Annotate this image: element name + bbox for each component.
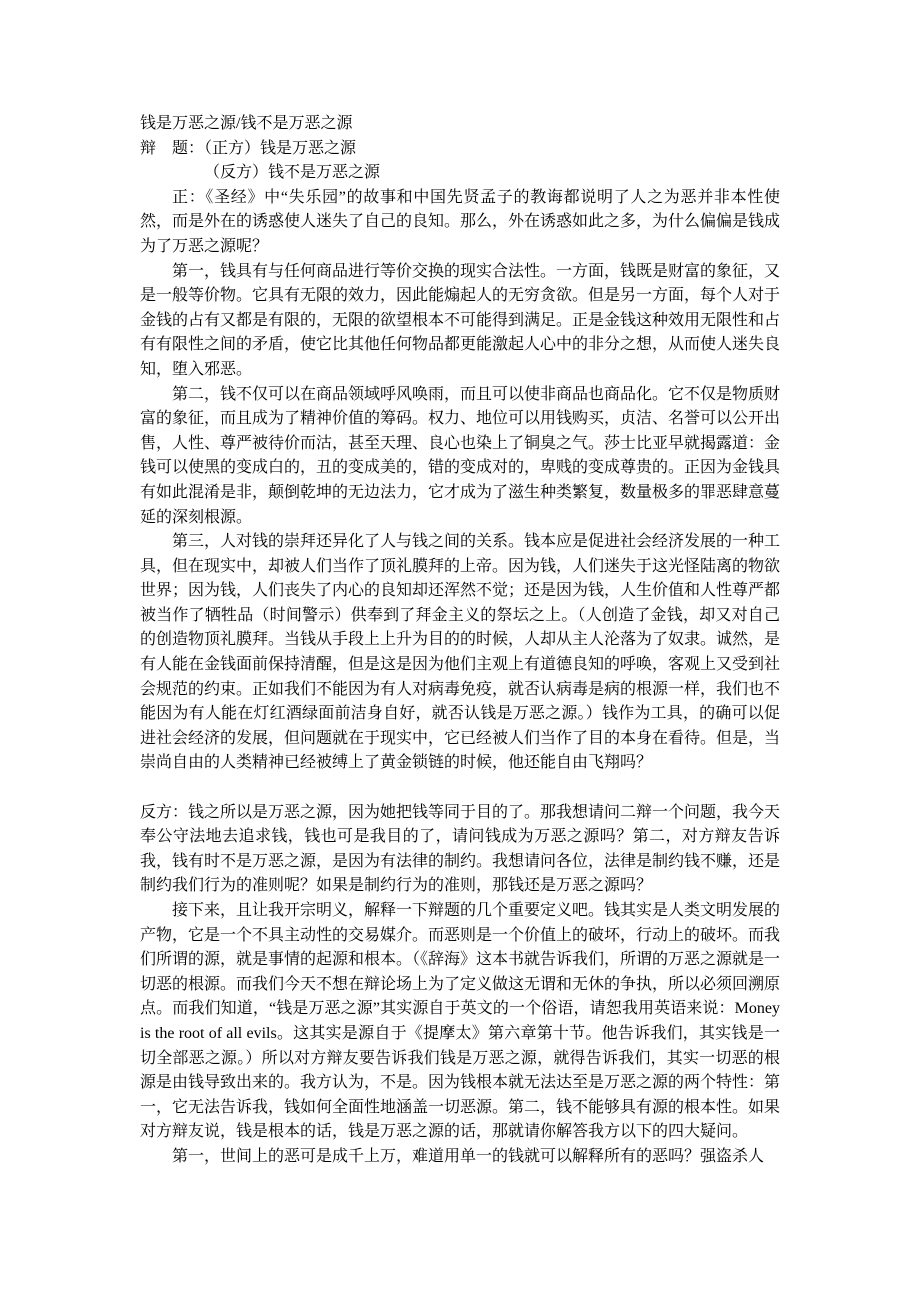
paragraph: 正：《圣经》中“失乐园”的故事和中国先贤孟子的教诲都说明了人之为恶并非本性使然，而是外在的诱惑使人迷失了自己的良知。那么，外在诱惑如此之多，为什么偏偏是钱成为了万恶之源呢？	[140, 188, 781, 255]
paragraph: 第二，钱不仅可以在商品领域呼风唤雨，而且可以使非商品也商品化。它不仅是物质财富的象征，而且成为了精神价值的筹码。权力、地位可以用钱购买，贞洁、名誉可以公开出售，人性、尊严被待价而沽，甚至天理、良心也染上了铜臭之气。莎士比亚早就揭露道：金钱可以使黑的变成白的，丑的变成美的，错的变成对的，卑贱的变成尊贵的。正因为金钱具有如此混淆是非，颠倒乾坤的无边法力，它才成为了滋生种类繁复，数量极多的罪恶肆意蔓延的深刻根源。	[140, 385, 781, 526]
paragraph: 反方：钱之所以是万恶之源，因为她把钱等同于目的了。那我想请问二辩一个问题，我今天奉公守法地去追求钱，钱也可是我目的了，请问钱成为万恶之源吗？第二，对方辩友告诉我，钱有时不是万恶之源，是因为有法律的制约。我想请问各位，法律是制约钱不赚，还是制约我们行为的准则呢？如果是制约行为的准则，那钱还是万恶之源吗？	[140, 803, 781, 895]
paragraph: 接下来，且让我开宗明义，解释一下辩题的几个重要定义吧。钱其实是人类文明发展的产物，它是一个不具主动性的交易媒介。而恶则是一个价值上的破坏，行动上的破坏。而我们所谓的源，就是事情的起源和根本。（《辞海》这本书就告诉我们，所谓的万恶之源就是一切恶的根源。而我们今天不想在辩论场上为了定义做这无谓和无休的争执，所以必须回溯原点。而我们知道，“钱是万恶之源”其实源自于英文的一个俗语，请恕我用英语来说：Money is the root of all evils。这其实是源自于《提摩太》第六章第十节。他告诉我们，其实钱是一切全部恶之源。）所以对方辩友要告诉我们钱是万恶之源，就得告诉我们，其实一切恶的根源是由钱导致出来的。我方认为，不是。因为钱根本就无法达至是万恶之源的两个特性：第一，它无法告诉我，钱如何全面性地涵盖一切恶源。第二，钱不能够具有源的根本性。如果对方辩友说，钱是根本的话，钱是万恶之源的话，那就请你解答我方以下的四大疑问。	[140, 902, 781, 1141]
paragraph: （反方）钱不是万恶之源	[204, 164, 381, 182]
blank-line	[140, 776, 780, 801]
paragraph: 辩 题：（正方）钱是万恶之源	[140, 139, 357, 157]
paragraph: 第三，人对钱的崇拜还异化了人与钱之间的关系。钱本应是促进社会经济发展的一种工具，但在现实中，却被人们当作了顶礼膜拜的上帝。因为钱，人们迷失于这光怪陆离的物欲世界；因为钱，人们丧失了内心的良知却还浑然不觉；还是因为钱，人生价值和人性尊严都被当作了牺牲品（时间警示）供奉到了拜金主义的祭坛之上。（人创造了金钱，却又对自己的创造物顶礼膜拜。当钱从手段上上升为目的的时候，人却从主人沦落为了奴隶。诚然，是有人能在金钱面前保持清醒，但是这是因为他们主观上有道德良知的呼唤，客观上又受到社会规范的约束。正如我们不能因为有人对病毒免疫，就否认病毒是病的根源一样，我们也不能因为有人能在灯红酒绿面前洁身自好，就否认钱是万恶之源。）钱作为工具，的确可以促进社会经济的发展，但问题就在于现实中，它已经被人们当作了目的本身在看待。但是，当崇尚自由的人类精神已经被缚上了黄金锁链的时候，他还能自由飞翔吗？	[140, 533, 781, 772]
paragraph: 第一，世间上的恶可是成千上万，难道用单一的钱就可以解释所有的恶吗？强盗杀人	[172, 1147, 765, 1165]
paragraph: 钱是万恶之源/钱不是万恶之源	[140, 115, 353, 132]
paragraph: 第一，钱具有与任何商品进行等价交换的现实合法性。一方面，钱既是财富的象征，又是一般等价物。它具有无限的效力，因此能煽起人的无穷贪欲。但是另一方面，每个人对于金钱的占有又都是有限的，无限的欲望根本不可能得到满足。正是金钱这种效用无限性和占有有限性之间的矛盾，使它比其他任何物品都更能激起人心中的非分之想，从而使人迷失良知，堕入邪恶。	[140, 262, 781, 378]
document-body	[140, 112, 780, 1170]
